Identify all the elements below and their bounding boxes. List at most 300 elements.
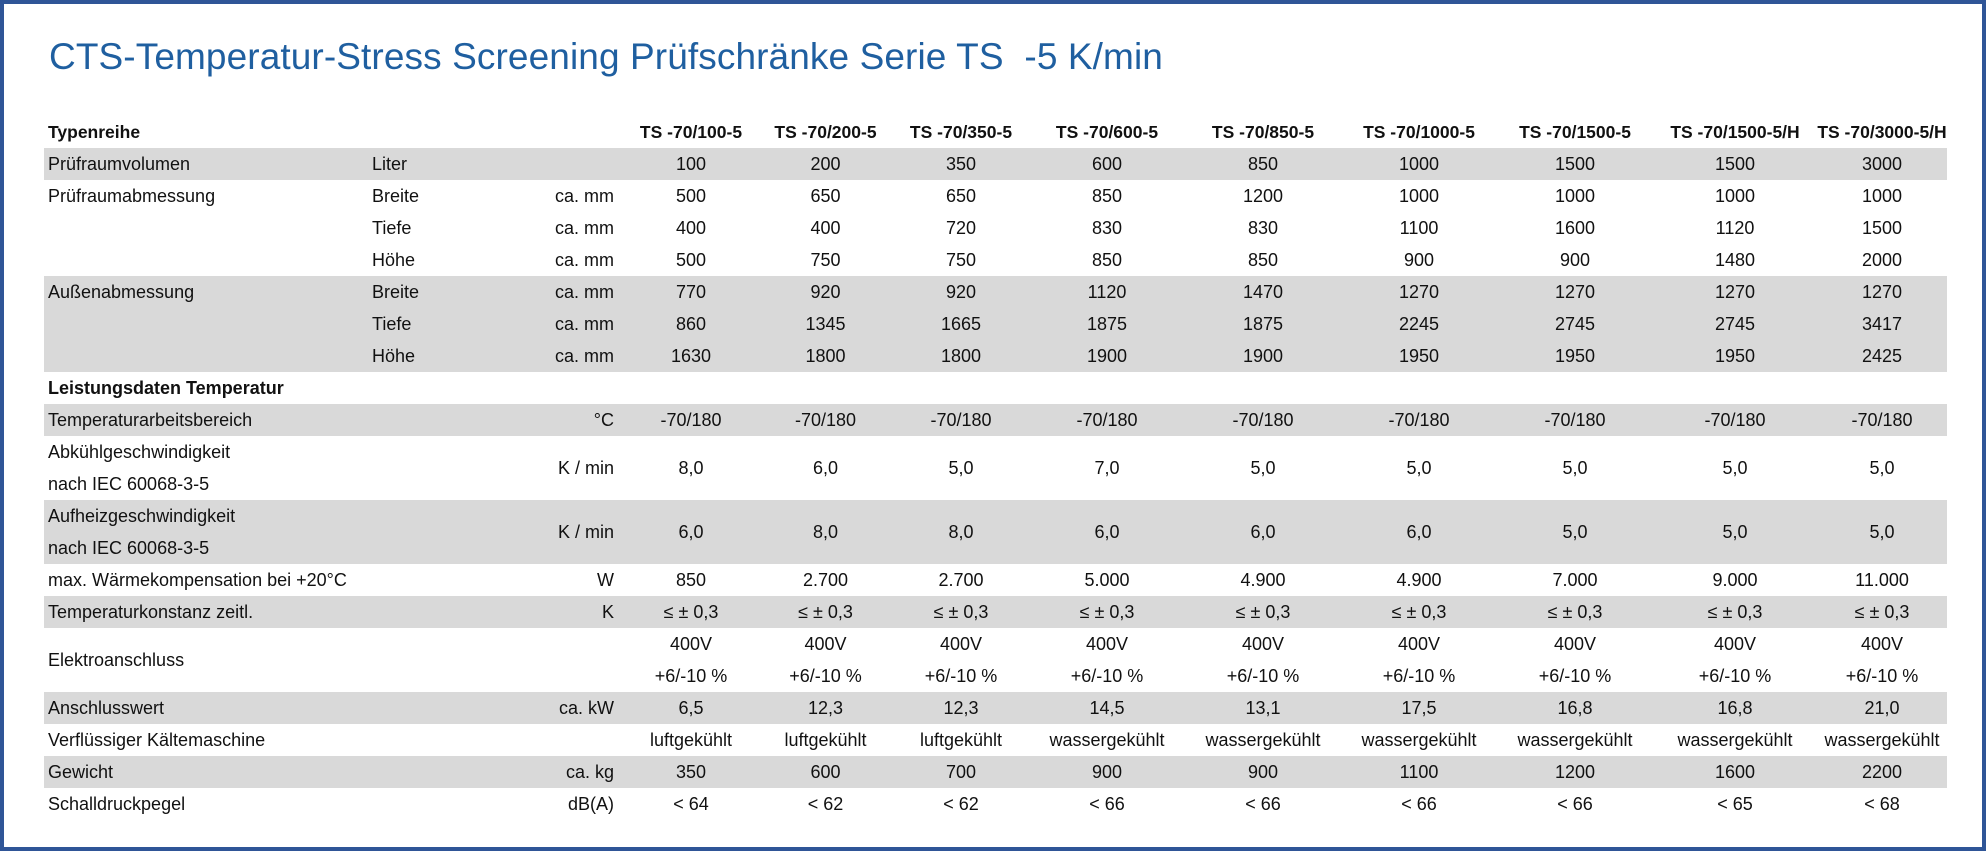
value-cell	[624, 404, 758, 436]
value-cell	[758, 244, 893, 276]
value-text: 400	[675, 218, 707, 238]
value-text: 850	[1091, 186, 1123, 206]
value-cell	[893, 276, 1029, 308]
header-row	[44, 116, 1947, 148]
value-text: 900	[1559, 250, 1591, 270]
value-text: 16,8	[1557, 698, 1593, 718]
value-cell	[1497, 212, 1653, 244]
value-cell	[624, 148, 758, 180]
spec-row	[44, 276, 1947, 308]
value-cell	[1817, 564, 1947, 596]
value-text: 3000	[1861, 154, 1903, 174]
value-cell	[1029, 276, 1185, 308]
row-label-line: nach IEC 60068-3-5	[48, 474, 210, 494]
value-text: 850	[1247, 250, 1279, 270]
value-text: +6/-10 %	[1845, 666, 1919, 686]
value-text: 6,0	[1250, 522, 1276, 542]
row-label	[44, 692, 370, 724]
value-cell	[1497, 404, 1653, 436]
value-text: 1630	[670, 346, 712, 366]
value-cell	[1341, 308, 1497, 340]
value-text: < 62	[807, 794, 844, 814]
model-name: TS -70/1500-5/H	[1670, 121, 1800, 142]
value-cell	[1497, 436, 1653, 500]
value-text: 1270	[1398, 282, 1440, 302]
row-label-line: nach IEC 60068-3-5	[48, 538, 210, 558]
value-text: 770	[675, 282, 707, 302]
row-sublabel	[370, 628, 494, 692]
value-text: 1000	[1554, 186, 1596, 206]
value-text: +6/-10 %	[924, 666, 998, 686]
row-sublabel	[370, 500, 494, 564]
value-text: 1600	[1714, 762, 1756, 782]
value-cell	[893, 596, 1029, 628]
value-text: wassergekühlt	[1824, 730, 1940, 750]
row-label-line: Verflüssiger Kältemaschine	[48, 730, 266, 750]
spec-row	[44, 244, 1947, 276]
value-text: 5,0	[1562, 522, 1588, 542]
value-text: 830	[1091, 218, 1123, 238]
value-cell	[1029, 756, 1185, 788]
value-cell	[758, 692, 893, 724]
value-cell	[624, 692, 758, 724]
value-text: 650	[945, 186, 977, 206]
value-cell	[624, 308, 758, 340]
spec-row	[44, 596, 1947, 628]
row-label-line: max. Wärmekompensation bei +20°C	[48, 570, 347, 590]
row-label-line: Prüfraumabmessung	[48, 186, 216, 206]
value-text: luftgekühlt	[784, 730, 867, 750]
value-text: 400V	[669, 634, 713, 654]
value-text: 1270	[1714, 282, 1756, 302]
row-label	[44, 404, 370, 436]
value-cell	[624, 180, 758, 212]
value-text: 1800	[940, 346, 982, 366]
value-text: 1200	[1242, 186, 1284, 206]
value-cell	[758, 276, 893, 308]
value-cell	[1817, 500, 1947, 564]
value-cell	[624, 756, 758, 788]
value-cell	[1817, 596, 1947, 628]
value-cell	[1817, 724, 1947, 756]
value-cell	[758, 180, 893, 212]
row-sublabel	[370, 724, 494, 756]
value-cell	[893, 212, 1029, 244]
row-unit: ca. mm	[554, 217, 614, 238]
value-text: ≤ ± 0,3	[1391, 602, 1447, 622]
value-text: 1800	[805, 346, 846, 366]
value-cell	[1029, 308, 1185, 340]
value-cell	[1497, 724, 1653, 756]
value-text: ≤ ± 0,3	[798, 602, 853, 622]
value-text: 2745	[1554, 314, 1596, 334]
row-label-line: Außenabmessung	[48, 282, 195, 302]
value-text: ≤ ± 0,3	[1707, 602, 1763, 622]
value-text: 1100	[1399, 762, 1439, 782]
value-cell	[1341, 564, 1497, 596]
spec-row	[44, 180, 1947, 212]
model-name: TS -70/1500-5	[1519, 121, 1631, 142]
value-cell	[758, 628, 893, 692]
value-text: ≤ ± 0,3	[933, 602, 989, 622]
row-label	[44, 564, 370, 596]
row-label	[44, 628, 370, 692]
value-cell	[1653, 436, 1817, 500]
value-text: 1500	[1861, 218, 1903, 238]
value-text: 5.000	[1084, 570, 1130, 590]
value-text: luftgekühlt	[919, 730, 1003, 750]
value-text: 1120	[1087, 282, 1127, 302]
spec-row	[44, 436, 1947, 500]
value-cell	[1497, 308, 1653, 340]
spec-row	[44, 692, 1947, 724]
value-text: 6,0	[678, 522, 704, 542]
value-text: 850	[1247, 154, 1279, 174]
value-text: 14,5	[1089, 698, 1125, 718]
row-unit: ca. kg	[494, 756, 624, 788]
value-cell	[624, 724, 758, 756]
value-cell	[1029, 564, 1185, 596]
value-cell	[1341, 692, 1497, 724]
value-text: 1500	[1554, 154, 1596, 174]
value-text: 1950	[1714, 346, 1756, 366]
value-text: 350	[675, 762, 707, 782]
row-label	[44, 788, 370, 820]
value-text: 200	[810, 154, 841, 174]
value-text: < 66	[1401, 794, 1437, 814]
row-label	[44, 276, 370, 308]
value-text: 1120	[1715, 218, 1755, 238]
row-unit: ca. mm	[494, 340, 624, 372]
value-text: < 65	[1717, 794, 1753, 814]
value-text: luftgekühlt	[649, 730, 733, 750]
value-text: 17,5	[1401, 698, 1437, 718]
value-cell	[1653, 596, 1817, 628]
value-cell	[1817, 436, 1947, 500]
row-label	[44, 180, 370, 212]
value-cell	[1341, 276, 1497, 308]
value-text: 5,0	[1722, 458, 1748, 478]
row-unit: W	[597, 569, 614, 590]
value-text: 400V	[1241, 634, 1285, 654]
value-cell	[1029, 788, 1185, 820]
value-text: wassergekühlt	[1049, 730, 1165, 750]
value-cell	[893, 724, 1029, 756]
value-text: 8,0	[678, 458, 704, 478]
value-cell	[1341, 724, 1497, 756]
model-name: TS -70/3000-5/H	[1817, 121, 1947, 142]
value-cell	[1497, 180, 1653, 212]
row-unit	[494, 628, 624, 692]
value-text: 13,1	[1245, 698, 1281, 718]
value-cell	[1817, 404, 1947, 436]
value-text: 920	[810, 282, 841, 302]
value-cell	[624, 212, 758, 244]
value-text: 1470	[1242, 282, 1284, 302]
value-text: 7.000	[1552, 570, 1598, 590]
value-text: 6,0	[812, 458, 839, 478]
value-cell	[1817, 244, 1947, 276]
row-unit: °C	[494, 404, 624, 436]
value-cell	[1341, 404, 1497, 436]
value-text: 720	[945, 218, 977, 238]
value-cell	[1653, 148, 1817, 180]
value-text: ≤ ± 0,3	[1235, 602, 1291, 622]
value-text: 600	[810, 762, 841, 782]
value-text: 600	[1091, 154, 1123, 174]
value-text: 2245	[1398, 314, 1440, 334]
spec-row	[44, 724, 1947, 756]
value-cell	[758, 148, 893, 180]
value-cell	[1653, 692, 1817, 724]
row-sublabel	[370, 564, 494, 596]
value-text: +6/-10 %	[1382, 666, 1456, 686]
value-cell	[1185, 500, 1341, 564]
value-cell	[1185, 756, 1341, 788]
row-label-line: Aufheizgeschwindigkeit	[48, 506, 236, 526]
value-text: 830	[1247, 218, 1279, 238]
row-label-line: Anschlusswert	[48, 698, 165, 718]
value-cell	[1029, 340, 1185, 372]
value-cell	[1497, 788, 1653, 820]
value-cell	[1817, 276, 1947, 308]
value-text: +6/-10 %	[1070, 666, 1144, 686]
row-sublabel: Breite	[372, 185, 420, 206]
row-label	[44, 500, 370, 564]
value-cell	[1029, 596, 1185, 628]
row-unit	[494, 148, 624, 180]
value-cell	[1029, 180, 1185, 212]
row-label-line: Temperaturkonstanz zeitl.	[48, 602, 254, 622]
value-text: < 66	[1089, 794, 1125, 814]
value-cell	[758, 756, 893, 788]
value-cell	[1817, 692, 1947, 724]
value-cell	[1185, 628, 1341, 692]
value-text: ≤ ± 0,3	[1547, 602, 1603, 622]
value-text: 5,0	[1406, 458, 1432, 478]
value-text: 1600	[1554, 218, 1596, 238]
row-label	[44, 724, 370, 756]
value-text: 900	[1247, 762, 1279, 782]
row-sublabel	[370, 436, 494, 500]
row-unit: ca. mm	[494, 308, 624, 340]
value-text: 1875	[1242, 314, 1284, 334]
value-text: 1900	[1086, 346, 1128, 366]
value-text: < 66	[1245, 794, 1281, 814]
spec-row	[44, 148, 1947, 180]
value-text: 5,0	[948, 458, 974, 478]
value-cell	[893, 756, 1029, 788]
model-name: TS -70/1000-5	[1363, 121, 1475, 142]
value-text: 100	[675, 154, 707, 174]
row-unit: K / min	[557, 457, 614, 478]
value-cell	[1497, 596, 1653, 628]
value-text: 2200	[1861, 762, 1903, 782]
value-text: 650	[810, 186, 841, 206]
value-text: -70/180	[1232, 410, 1294, 430]
value-cell	[624, 436, 758, 500]
value-text: 1270	[1554, 282, 1596, 302]
value-cell	[893, 404, 1029, 436]
value-text: 750	[945, 250, 977, 270]
value-cell	[1653, 244, 1817, 276]
row-sublabel: Breite	[370, 276, 494, 308]
value-cell	[1029, 436, 1185, 500]
value-text: +6/-10 %	[1226, 666, 1300, 686]
value-cell	[1497, 500, 1653, 564]
row-sublabel	[370, 596, 494, 628]
value-cell	[624, 628, 758, 692]
row-sublabel	[370, 404, 494, 436]
model-name: TS -70/600-5	[1055, 121, 1159, 142]
section-row	[44, 372, 1947, 404]
value-cell	[1653, 212, 1817, 244]
value-cell	[893, 180, 1029, 212]
value-text: 1100	[1399, 218, 1439, 238]
value-cell	[758, 500, 893, 564]
value-cell	[893, 244, 1029, 276]
spec-row	[44, 500, 1947, 564]
row-label	[44, 148, 370, 180]
value-text: < 68	[1864, 794, 1900, 814]
value-cell	[1185, 148, 1341, 180]
value-cell	[893, 308, 1029, 340]
value-cell	[1653, 276, 1817, 308]
value-text: 11.000	[1855, 570, 1909, 590]
row-label-line: Prüfraumvolumen	[48, 154, 191, 174]
value-text: 1950	[1554, 346, 1596, 366]
section-title: Leistungsdaten Temperatur	[48, 377, 284, 398]
value-cell	[1029, 724, 1185, 756]
value-text: -70/180	[1076, 410, 1138, 430]
value-cell	[624, 564, 758, 596]
value-cell	[624, 788, 758, 820]
value-cell	[893, 148, 1029, 180]
value-cell	[1497, 148, 1653, 180]
value-text: -70/180	[1388, 410, 1450, 430]
value-cell	[1653, 340, 1817, 372]
row-label-line: Abkühlgeschwindigkeit	[48, 442, 231, 462]
value-cell	[1497, 628, 1653, 692]
value-cell	[1029, 148, 1185, 180]
value-text: 860	[675, 314, 707, 334]
value-text: 3417	[1861, 314, 1903, 334]
value-cell	[1341, 596, 1497, 628]
value-text: 6,0	[1094, 522, 1120, 542]
value-text: 9.000	[1712, 570, 1758, 590]
value-cell	[1653, 500, 1817, 564]
value-cell	[624, 596, 758, 628]
value-text: < 62	[943, 794, 979, 814]
value-cell	[1817, 756, 1947, 788]
value-text: 400V	[1397, 634, 1441, 654]
row-sublabel: Höhe	[372, 249, 416, 270]
value-text: 1000	[1398, 154, 1440, 174]
value-text: +6/-10 %	[1698, 666, 1772, 686]
value-cell	[1653, 756, 1817, 788]
value-cell	[758, 596, 893, 628]
value-text: 750	[810, 250, 841, 270]
value-text: 700	[945, 762, 977, 782]
value-text: 5,0	[1722, 522, 1748, 542]
page-title: CTS-Temperatur-Stress Screening Prüfschränke Serie TS -5 K/min	[49, 36, 1163, 77]
row-unit: K	[494, 596, 624, 628]
spec-row	[44, 212, 1947, 244]
value-text: 850	[675, 570, 707, 590]
model-name: TS -70/850-5	[1211, 121, 1315, 142]
value-text: 850	[1091, 250, 1123, 270]
value-cell	[893, 340, 1029, 372]
value-cell	[893, 692, 1029, 724]
value-text: < 66	[1557, 794, 1593, 814]
value-text: 500	[675, 250, 707, 270]
value-text: +6/-10 %	[1538, 666, 1612, 686]
model-name: TS -70/100-5	[639, 121, 743, 142]
value-text: 8,0	[812, 522, 839, 542]
row-unit: K / min	[494, 500, 624, 564]
value-text: 400V	[1713, 634, 1757, 654]
row-label	[44, 212, 370, 244]
value-cell	[758, 404, 893, 436]
value-cell	[1029, 244, 1185, 276]
value-cell	[758, 724, 893, 756]
row-unit: dB(A)	[567, 793, 614, 814]
value-text: wassergekühlt	[1677, 730, 1793, 750]
value-cell	[893, 628, 1029, 692]
value-text: wassergekühlt	[1361, 730, 1477, 750]
value-cell	[1341, 436, 1497, 500]
value-cell	[1029, 500, 1185, 564]
value-text: 4.900	[1240, 570, 1286, 590]
spec-table-body	[44, 116, 1947, 820]
value-cell	[1341, 212, 1497, 244]
value-text: 1200	[1554, 762, 1596, 782]
value-text: 400V	[1553, 634, 1597, 654]
value-cell	[1497, 756, 1653, 788]
value-cell	[758, 212, 893, 244]
row-unit: ca. mm	[554, 185, 614, 206]
value-text: 1950	[1398, 346, 1440, 366]
value-text: ≤ ± 0,3	[663, 602, 719, 622]
value-cell	[1497, 564, 1653, 596]
value-cell	[1029, 212, 1185, 244]
row-label	[44, 596, 370, 628]
value-cell	[1817, 180, 1947, 212]
value-cell	[1185, 724, 1341, 756]
value-cell	[758, 788, 893, 820]
value-text: wassergekühlt	[1517, 730, 1633, 750]
value-cell	[1341, 788, 1497, 820]
value-cell	[624, 276, 758, 308]
value-text: 1270	[1861, 282, 1903, 302]
value-text: 2425	[1861, 346, 1903, 366]
value-text: 5,0	[1869, 522, 1895, 542]
value-cell	[624, 244, 758, 276]
value-cell	[758, 436, 893, 500]
spec-row	[44, 756, 1947, 788]
value-text: 12,3	[807, 698, 844, 718]
value-text: 920	[945, 282, 977, 302]
value-text: < 64	[673, 794, 709, 814]
value-cell	[893, 788, 1029, 820]
value-text: 1000	[1861, 186, 1903, 206]
spec-row	[44, 340, 1947, 372]
value-cell	[1341, 500, 1497, 564]
row-sublabel: Höhe	[370, 340, 494, 372]
value-cell	[1029, 404, 1185, 436]
value-text: 8,0	[948, 522, 974, 542]
value-text: 4.900	[1396, 570, 1442, 590]
